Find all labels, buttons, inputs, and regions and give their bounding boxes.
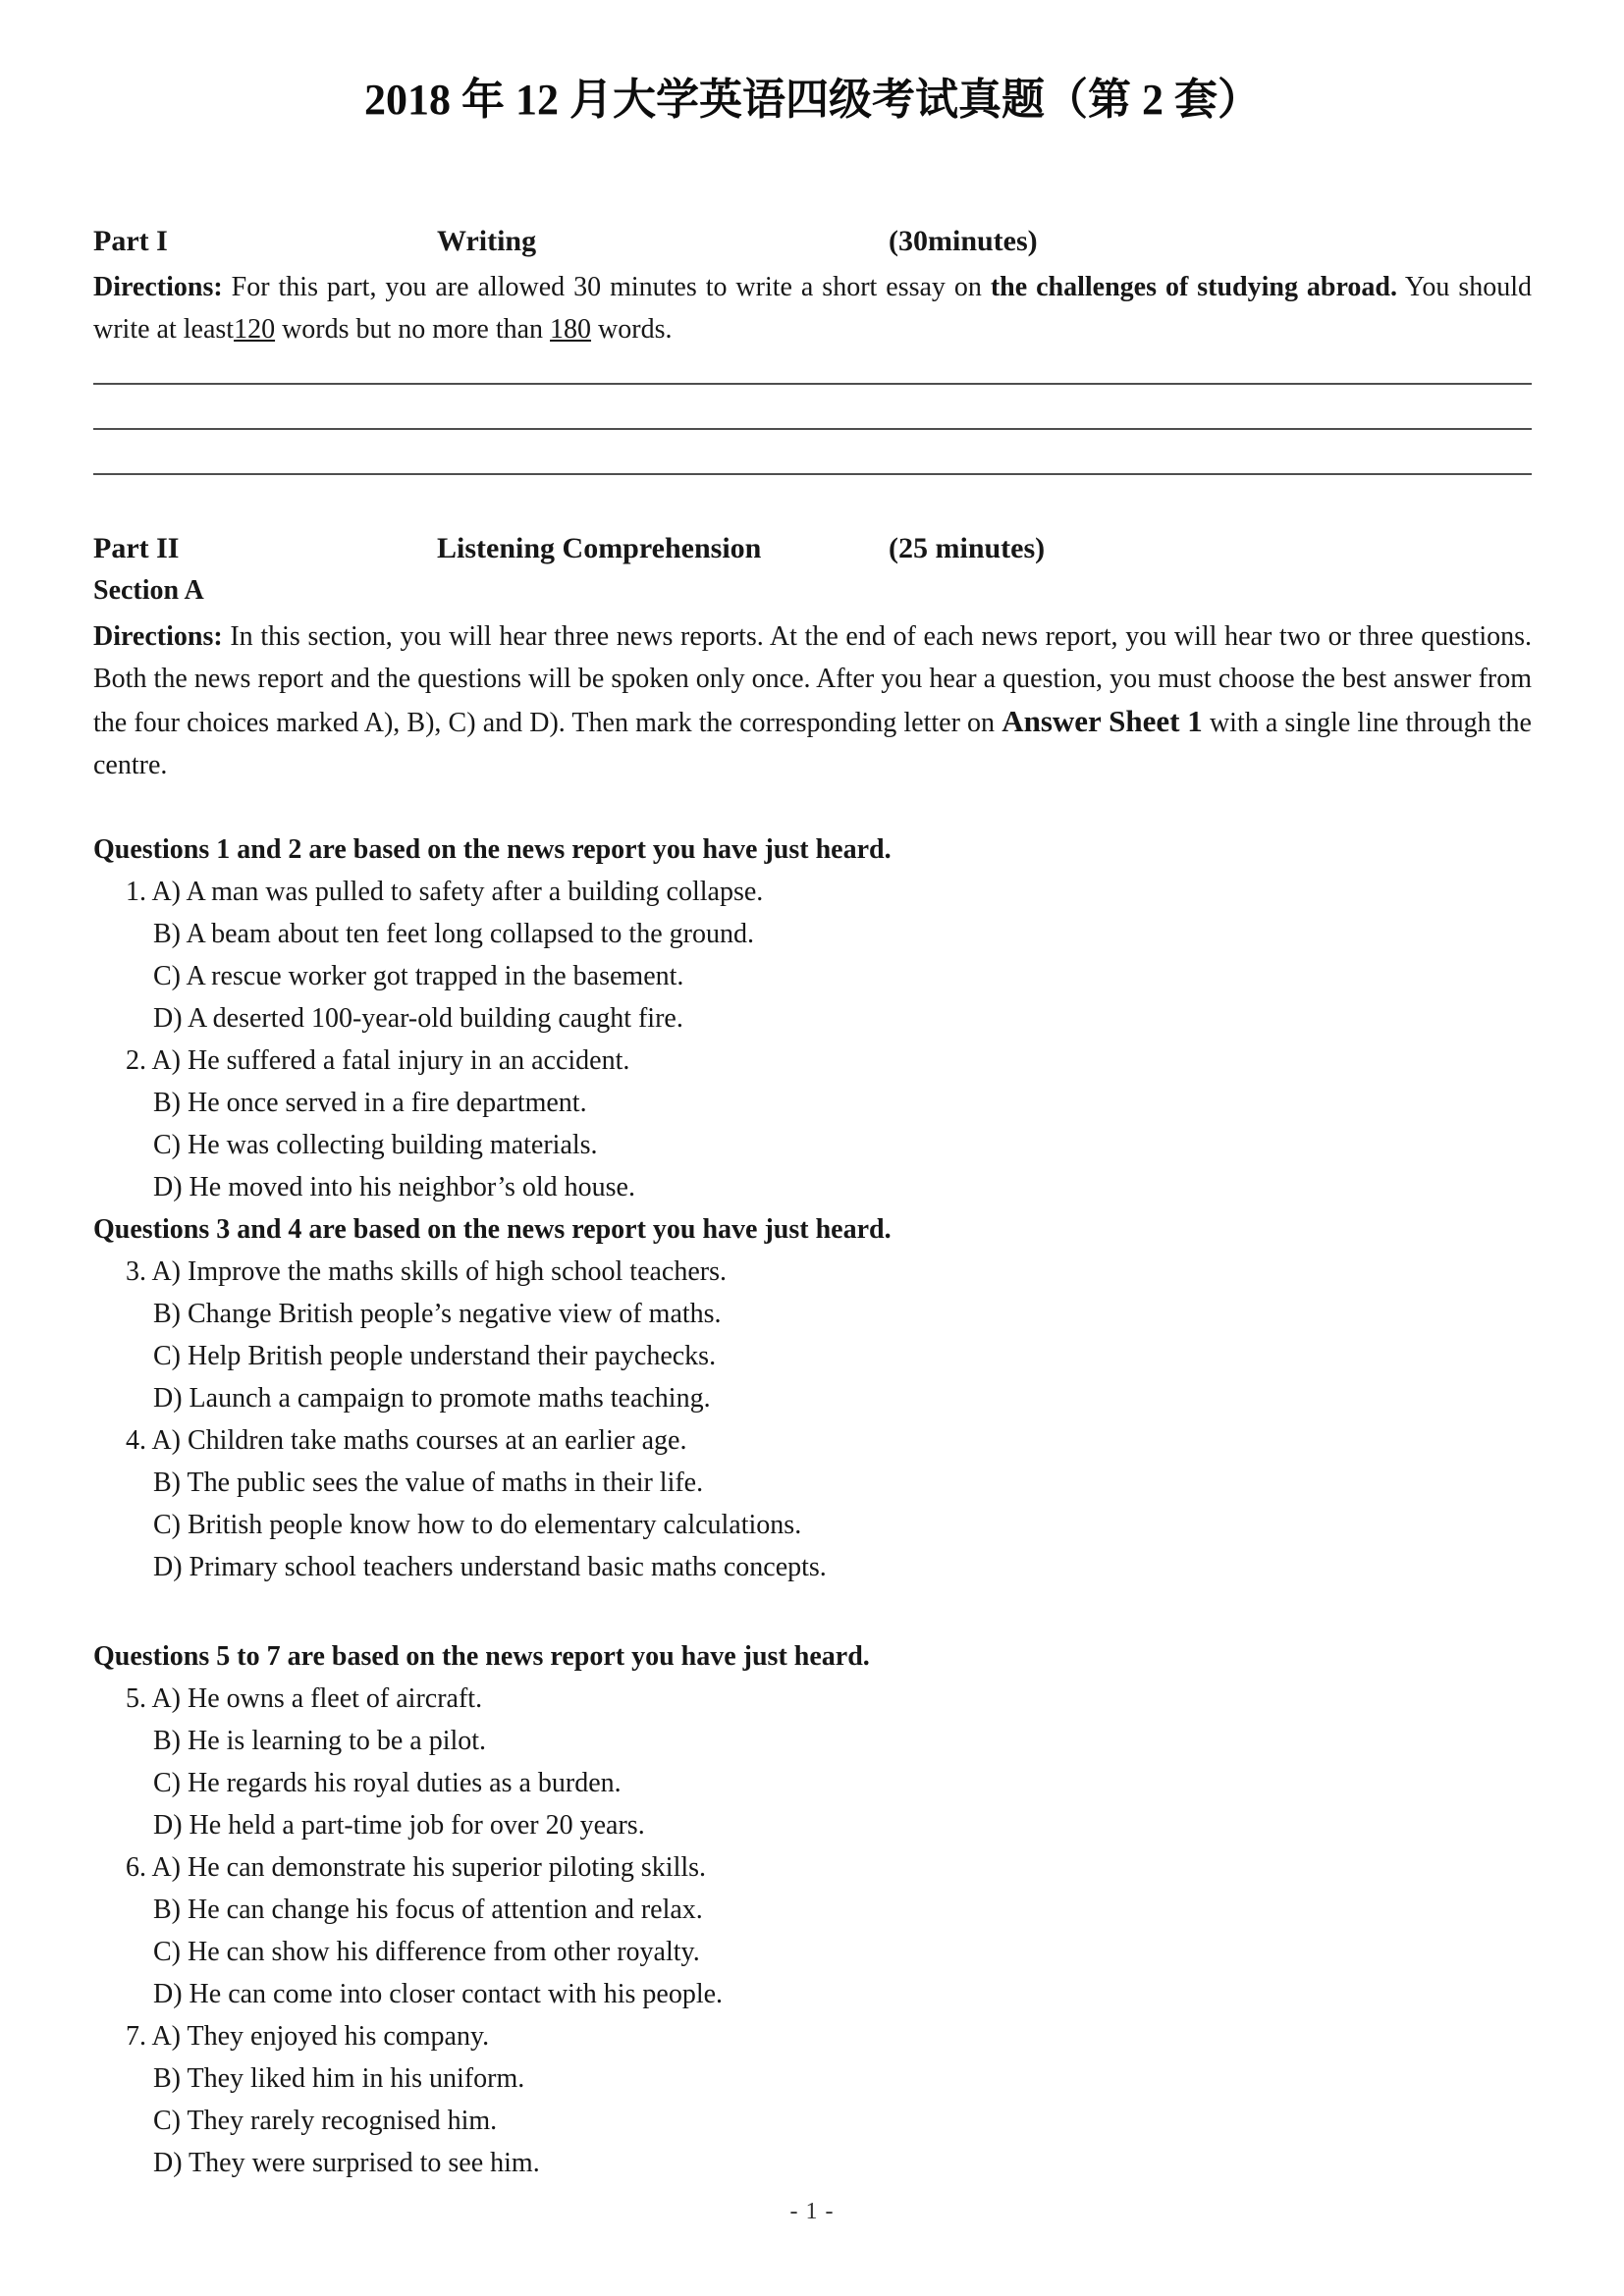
question-7-option-B: B) They liked him in his uniform.: [153, 2063, 525, 2094]
question-2: [93, 1040, 1532, 1208]
question-1-option-C: C) A rescue worker got trapped in the basement.: [153, 961, 684, 991]
question-7-option-C: C) They rarely recognised him.: [153, 2106, 498, 2136]
question-7-option-D: D) They were surprised to see him.: [153, 2148, 540, 2178]
part1-directions-text3: words but no more than: [275, 314, 551, 345]
answer-sheet-ref: Answer Sheet 1: [1001, 704, 1203, 738]
writing-blank-line: [93, 350, 1532, 385]
question-group-heading: Questions 1 and 2 are based on the news report you have just heard.: [93, 834, 892, 865]
part1-time: (30minutes): [889, 225, 1038, 257]
section-a-directions-text2: with a single line through the centre.: [93, 708, 1532, 780]
part1-directions-text: For this part, you are allowed 30 minutes to write a short essay on: [222, 272, 991, 302]
question-3-option-D: D) Launch a campaign to promote maths teaching.: [153, 1383, 711, 1414]
part1-directions: [93, 266, 1532, 350]
page-title: 2018 年 12 月大学英语四级考试真题（第 2 套）: [364, 76, 1261, 124]
question-4-option-C: C) British people know how to do elementary calculations.: [153, 1510, 802, 1540]
essay-topic: the challenges of studying abroad.: [990, 272, 1398, 302]
essay-writing-lines: [93, 350, 1532, 475]
question-7: [93, 2015, 1532, 2184]
part2-label: Part II: [93, 532, 180, 564]
question-group-heading: Questions 3 and 4 are based on the news report you have just heard.: [93, 1214, 892, 1245]
question-2-option-B: B) He once served in a fire department.: [153, 1088, 587, 1118]
writing-blank-line: [93, 430, 1532, 475]
question-5-option-D: D) He held a part-time job for over 20 years.: [153, 1810, 645, 1841]
section-a-label: Section A: [93, 575, 204, 606]
part1-name: Writing: [437, 225, 537, 257]
section-a-directions-text: In this section, you will hear three news reports. At the end of each news report, you will hear two or three questions. Both the news report and the questions will be spoken only once. After you hear a question, you must choose the best answer from the four choices marked A), B), C) and D). Then mark the corresponding letter on: [93, 621, 1532, 738]
question-group: [93, 828, 1532, 1208]
question-5-option-A: 5. A) He owns a fleet of aircraft.: [126, 1683, 483, 1714]
question-group: [93, 1635, 1532, 2184]
part1-directions-text2: You should write at least: [93, 272, 1532, 345]
listening-question-groups: [93, 828, 1532, 2184]
question-2-option-C: C) He was collecting building materials.: [153, 1130, 598, 1160]
max-words: 180: [550, 314, 592, 345]
question-6-option-D: D) He can come into closer contact with his people.: [153, 1979, 724, 2009]
question-group-heading: Questions 5 to 7 are based on the news report you have just heard.: [93, 1641, 870, 1672]
page-number: - 1 -: [789, 2199, 835, 2224]
section-a-directions: [93, 615, 1532, 786]
question-1: [93, 871, 1532, 1040]
part2-name: Listening Comprehension: [437, 532, 762, 564]
question-1-option-B: B) A beam about ten feet long collapsed to the ground.: [153, 919, 754, 949]
part1-header: [93, 220, 1532, 262]
question-6-option-A: 6. A) He can demonstrate his superior piloting skills.: [126, 1852, 707, 1883]
question-4-option-D: D) Primary school teachers understand basic maths concepts.: [153, 1552, 827, 1582]
question-3-option-A: 3. A) Improve the maths skills of high school teachers.: [126, 1256, 727, 1287]
question-7-option-A: 7. A) They enjoyed his company.: [126, 2021, 490, 2052]
part2-time: (25 minutes): [889, 532, 1046, 564]
question-3-option-C: C) Help British people understand their paychecks.: [153, 1341, 717, 1371]
part1-directions-text4: words.: [591, 314, 673, 345]
question-1-option-D: D) A deserted 100-year-old building caught fire.: [153, 1003, 683, 1034]
question-4-option-B: B) The public sees the value of maths in their life.: [153, 1468, 704, 1498]
question-3: [93, 1251, 1532, 1419]
question-2-option-A: 2. A) He suffered a fatal injury in an accident.: [126, 1045, 630, 1076]
question-4: [93, 1419, 1532, 1588]
question-5-option-C: C) He regards his royal duties as a burden.: [153, 1768, 622, 1798]
question-6-option-C: C) He can show his difference from other royalty.: [153, 1937, 700, 1967]
question-4-option-A: 4. A) Children take maths courses at an earlier age.: [126, 1425, 687, 1456]
question-5: [93, 1678, 1532, 1846]
question-6: [93, 1846, 1532, 2015]
question-1-option-A: 1. A) A man was pulled to safety after a building collapse.: [126, 877, 764, 907]
question-3-option-B: B) Change British people’s negative view of maths.: [153, 1299, 722, 1329]
min-words: 120: [234, 314, 276, 345]
question-group: [93, 1208, 1532, 1588]
question-6-option-B: B) He can change his focus of attention and relax.: [153, 1895, 703, 1925]
directions-label: Directions:: [93, 621, 223, 652]
writing-blank-line: [93, 385, 1532, 430]
directions-label: Directions:: [93, 272, 223, 302]
question-5-option-B: B) He is learning to be a pilot.: [153, 1726, 487, 1756]
part2-header: [93, 527, 1532, 569]
question-2-option-D: D) He moved into his neighbor’s old house.: [153, 1172, 635, 1202]
part1-label: Part I: [93, 225, 168, 257]
